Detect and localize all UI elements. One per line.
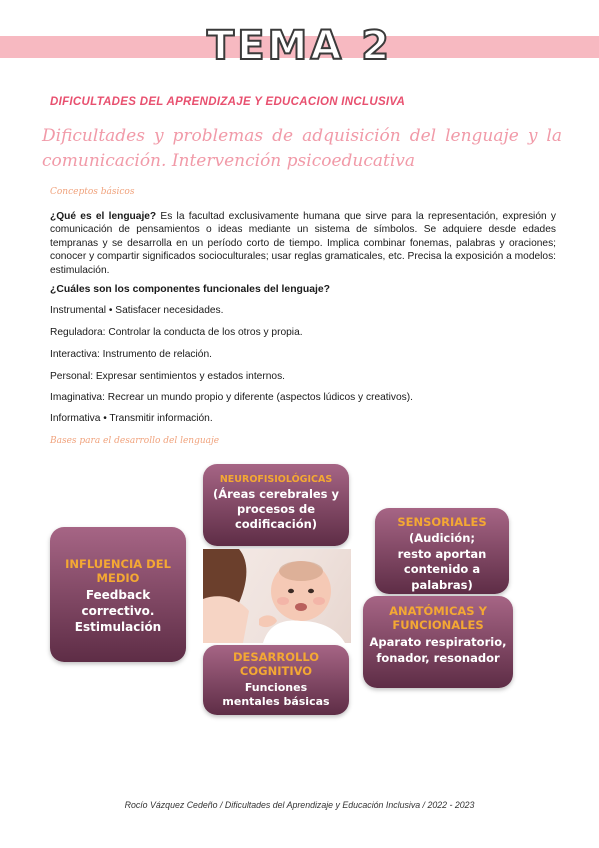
component-item: Instrumental • Satisfacer necesidades. — [50, 305, 224, 316]
component-item: Personal: Expresar sentimientos y estados internos. — [50, 371, 285, 382]
component-item: Reguladora: Controlar la conducta de los otros y propia. — [50, 327, 303, 338]
box-cogn-title: DESARROLLO COGNITIVO — [232, 650, 320, 678]
box-neuro-title: NEUROFISIOLÓGICAS — [219, 474, 333, 485]
subject-heading: DIFICULTADES DEL APRENDIZAJE Y EDUCACION INCLUSIVA — [50, 96, 406, 108]
lenguaje-answer: Es la facultad exclusivamente humana que sirve para la representación, expresión y comunicación de pensamientos o ideas mediante un sistema de símbolos. Se adquiere desde edades tempranas y se desarrolla en un período corto de tiempo. Implica combinar fonemas, palabras y oraciones; conocer y compartir significados socioculturales; usar reglas gramaticales, etc. Precisa la exposición a modelos: estimulación. — [50, 211, 556, 276]
component-item: Imaginativa: Recrear un mundo propio y diferente (aspectos lúdicos y creativos). — [50, 392, 413, 403]
section-label-conceptos: Conceptos básicos — [50, 187, 135, 197]
componentes-question: ¿Cuáles son los componentes funcionales del lenguaje? — [50, 284, 331, 295]
box-anat-title: ANATÓMICAS Y FUNCIONALES — [389, 604, 487, 632]
lenguaje-question: ¿Qué es el lenguaje? — [50, 211, 157, 222]
component-item: Interactiva: Instrumento de relación. — [50, 349, 212, 360]
baby-photo — [203, 549, 351, 643]
baby-illustration — [203, 549, 351, 643]
box-desarrollo-cognitivo — [203, 645, 349, 715]
topic-heading: Dificultades y problemas de adquisición del lenguaje y la comunicación. Intervención psicoeducativa — [42, 126, 562, 171]
page-footer: Rocío Vázquez Cedeño / Dificultades del Aprendizaje y Educación Inclusiva / 2022 - 2023 — [124, 800, 475, 810]
lenguaje-paragraph — [50, 210, 556, 277]
box-influencia-medio — [50, 527, 186, 662]
box-sensoriales — [375, 508, 509, 594]
box-cogn-body: Funciones mentales básicas — [222, 681, 330, 708]
box-medio-title: INFLUENCIA DEL MEDIO — [65, 557, 171, 585]
box-medio-body: Feedback correctivo. Estimulación — [74, 588, 162, 634]
box-anat-body: Aparato respiratorio, fonador, resonador — [369, 635, 507, 665]
box-anatomicas-funcionales — [363, 596, 513, 688]
box-neuro-body: (Áreas cerebrales y procesos de codificación) — [212, 487, 340, 531]
box-sens-body: (Audición; resto aportan contenido a palabras) — [397, 531, 487, 592]
component-item: Informativa • Transmitir información. — [50, 413, 213, 424]
page-title: TEMA 2 — [206, 23, 393, 69]
box-sens-title: SENSORIALES — [397, 515, 487, 529]
box-neurofisiologicas — [203, 464, 349, 546]
section-label-bases: Bases para el desarrollo del lenguaje — [50, 436, 220, 446]
